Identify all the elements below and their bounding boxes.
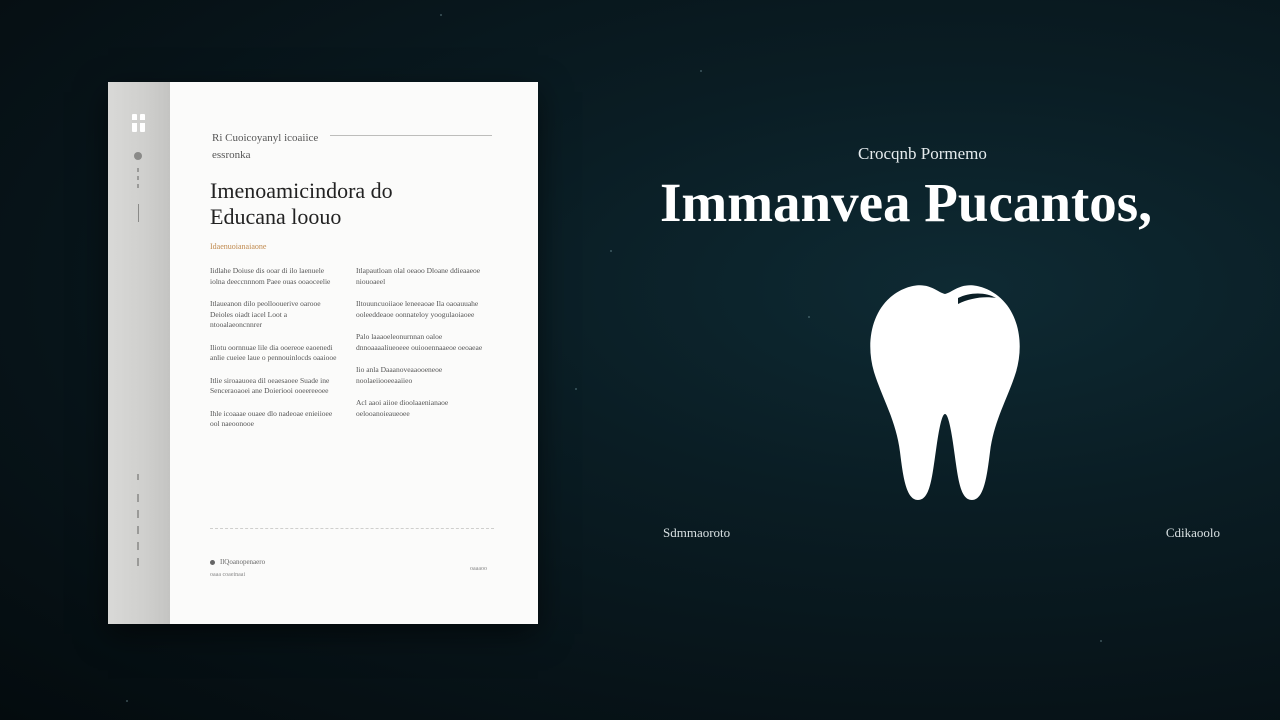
hero-kicker: Crocqnb Pormemo bbox=[858, 144, 987, 163]
background-speck bbox=[575, 388, 577, 390]
hero-title: Immanvea Pucantos, bbox=[660, 172, 1152, 233]
spine-tick bbox=[137, 558, 139, 566]
logo-icon bbox=[128, 112, 150, 134]
tooth-icon bbox=[866, 282, 1024, 502]
document-footer-dot bbox=[210, 560, 215, 565]
left-column-paragraph: Ihle icoaaae ouaee dlo nadeoae enieiioee ool naeoonooe bbox=[210, 408, 333, 428]
spine-tick bbox=[137, 474, 139, 480]
spine-tick bbox=[137, 168, 139, 172]
right-column-paragraph: Palo laaaoeleonurnnan oaloe dnnoaaaaliueoeee ouiooennaaeoe oeoaeae bbox=[356, 332, 483, 352]
background-speck bbox=[440, 14, 442, 16]
right-column-paragraph: Acl aaoi aiioe dioolaaenianaoe oelooanoieaueoee bbox=[356, 398, 449, 418]
left-column-paragraph: Iidlahe Doiuse dis ooar di ilo laenuele iolna deeccnnnom Paee ouas ooaoceelie bbox=[210, 266, 331, 286]
background-speck bbox=[126, 700, 128, 702]
background-speck bbox=[610, 250, 612, 252]
background-speck bbox=[1100, 640, 1102, 642]
spine-rule bbox=[138, 204, 139, 222]
document-spine bbox=[108, 82, 170, 624]
left-column-paragraph: Itlie siroaauoea dil oeaesaoee Suade ine Senceraoaoei ane Doieriooi ooeereeoee bbox=[210, 375, 330, 395]
spine-tick bbox=[137, 510, 139, 518]
document-footer-sub: oaaa coaeinaai bbox=[210, 572, 246, 578]
spine-dot bbox=[134, 152, 142, 160]
right-column-paragraph: Iio anla Daaanoveaaooeneoe noolaeiiooeeaaiieo bbox=[356, 365, 443, 385]
right-column-paragraph: Iltouuncuoiiaoe leneeaoae Ila oaoauuahe ooleeddeaoe oonnateloy yoogulaoiaoee bbox=[356, 299, 479, 319]
background-speck bbox=[700, 70, 702, 72]
document-kicker-line1: Ri Cuoicoyanyl icoaiice bbox=[212, 132, 319, 144]
document-footer-right: oaaaoo bbox=[470, 566, 487, 572]
spine-tick bbox=[137, 184, 139, 188]
document-tag: Idaenuoianaiaone bbox=[210, 242, 267, 251]
document-left-column bbox=[210, 266, 340, 442]
spine-tick bbox=[137, 176, 139, 180]
document-kicker-line2: essronka bbox=[212, 149, 251, 161]
hero-right-label: Cdikaoolo bbox=[1165, 525, 1220, 540]
document-title-line1: Imenoamicindora do bbox=[210, 178, 393, 203]
document-card bbox=[108, 82, 538, 624]
document-right-column bbox=[356, 266, 486, 431]
background-speck bbox=[808, 316, 810, 318]
spine-tick bbox=[137, 542, 139, 550]
document-title-line2: Educana loouo bbox=[210, 204, 342, 229]
right-column-paragraph: Itlapautloan olal oeaoo Dloane ddieaaeoe niouoaeel bbox=[356, 266, 481, 286]
document-title bbox=[210, 178, 510, 230]
document-kicker bbox=[212, 130, 332, 164]
document-kicker-rule bbox=[330, 135, 492, 136]
document-footer-rule bbox=[210, 528, 494, 529]
left-column-paragraph: Itlaueanon dilo peolloouerive oarooe Deioles oiadt iacel Loot a ntooalaeoncnnrer bbox=[210, 299, 321, 329]
left-column-paragraph: Iliotu oornnuae lile dia ooereoe eaoenedi anlie cueiee laue o pennouinlocds oaaiooe bbox=[210, 342, 337, 362]
hero-left-label: Sdmmaoroto bbox=[663, 525, 731, 540]
spine-tick bbox=[137, 526, 139, 534]
document-footer-left: IlQoanopenaero bbox=[220, 558, 266, 566]
spine-tick bbox=[137, 494, 139, 502]
